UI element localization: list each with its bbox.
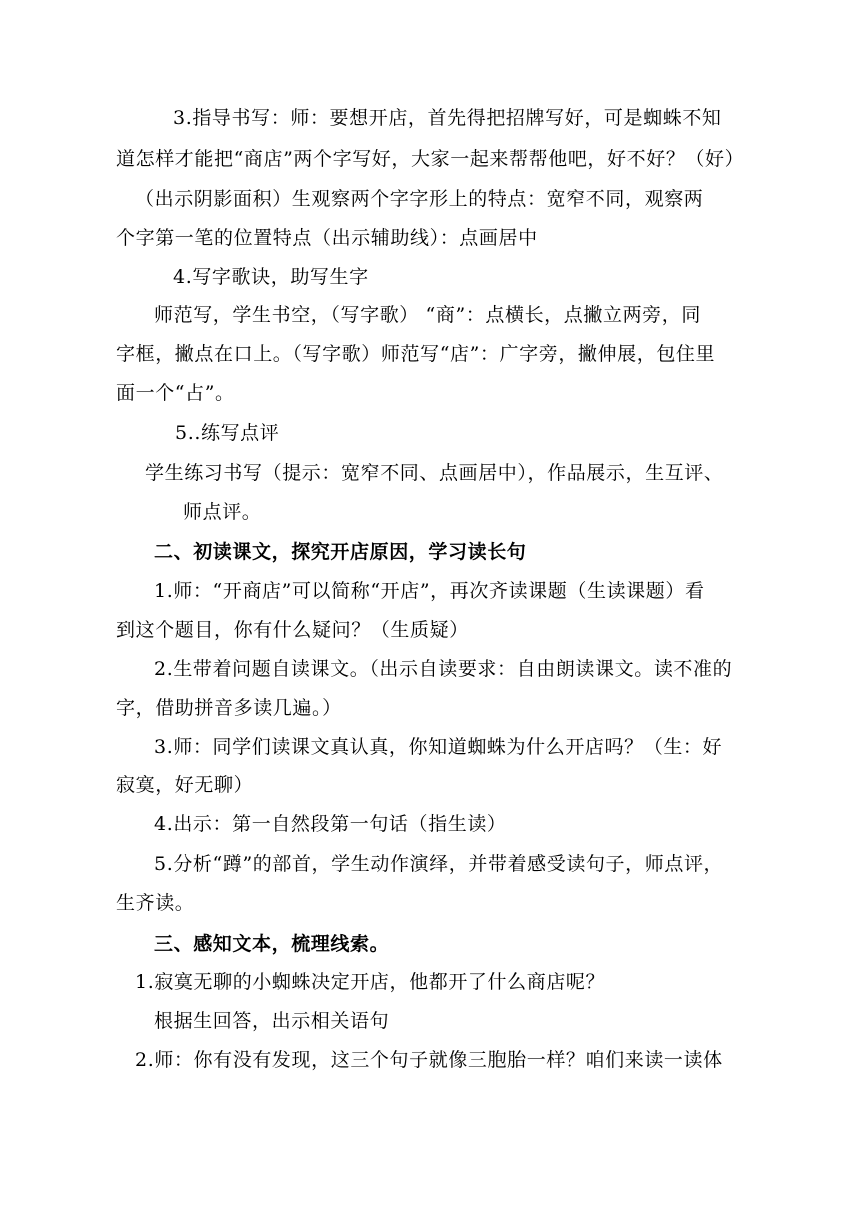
text-line: 个字第一笔的位置特点（出示辅助线）：点画居中 [116, 227, 538, 249]
text-line: 1.寂寞无聊的小蜘蛛决定开店，他都开了什么商店呢？ [135, 971, 606, 993]
text-line: 2.师：你有没有发现，这三个句子就像三胞胎一样？咱们来读一读体 [135, 1049, 723, 1071]
text-line: 根据生回答，出示相关语句 [154, 1010, 390, 1032]
text-line: 4.写字歌诀，助写生字 [173, 266, 369, 288]
text-line: 4.出示：第一自然段第一句话（指生读） [154, 813, 507, 835]
text-line: 寂寞，好无聊） [116, 774, 254, 796]
text-line: 师点评。 [183, 501, 262, 523]
text-line: 面一个“占”。 [116, 382, 235, 404]
text-line: 2.生带着问题自读课文。（出示自读要求：自由朗读课文。读不准的 [154, 658, 733, 680]
text-line: 字，借助拼音多读几遍。） [116, 697, 342, 719]
text-line: 师范写，学生书空，（写字歌） “商”：点横长，点撇立两旁，同 [154, 304, 701, 326]
text-line: 3.师：同学们读课文真认真，你知道蜘蛛为什么开店吗？（生：好 [154, 736, 723, 758]
text-line: 学生练习书写（提示：宽窄不同、点画居中），作品展示，生互评、 [145, 462, 724, 484]
text-line: 5..练写点评 [175, 422, 280, 444]
text-line: 5.分析“蹲”的部首，学生动作演绎，并带着感受读句子，师点评， [154, 853, 724, 875]
text-line: 字框，撇点在口上。（写字歌）师范写“店”：广字旁，撇伸展，包住里 [116, 343, 716, 365]
section-heading: 二、初读课文，探究开店原因，学习读长句 [154, 541, 527, 563]
text-line: 1.师：“开商店”可以简称“开店”，再次齐读课题（生读课题）看 [154, 580, 705, 602]
text-line: 3.指导书写：师：要想开店，首先得把招牌写好，可是蜘蛛不知 [173, 107, 722, 129]
text-line: 到这个题目，你有什么疑问？（生质疑） [116, 619, 469, 641]
text-line: 生齐读。 [116, 892, 195, 914]
section-heading: 三、感知文本，梳理线索。 [154, 933, 390, 955]
text-line: 道怎样才能把“商店”两个字写好，大家一起来帮帮他吧，好不好？（好） [116, 148, 745, 170]
text-line: （出示阴影面积）生观察两个字字形上的特点：宽窄不同，观察两 [135, 188, 704, 210]
